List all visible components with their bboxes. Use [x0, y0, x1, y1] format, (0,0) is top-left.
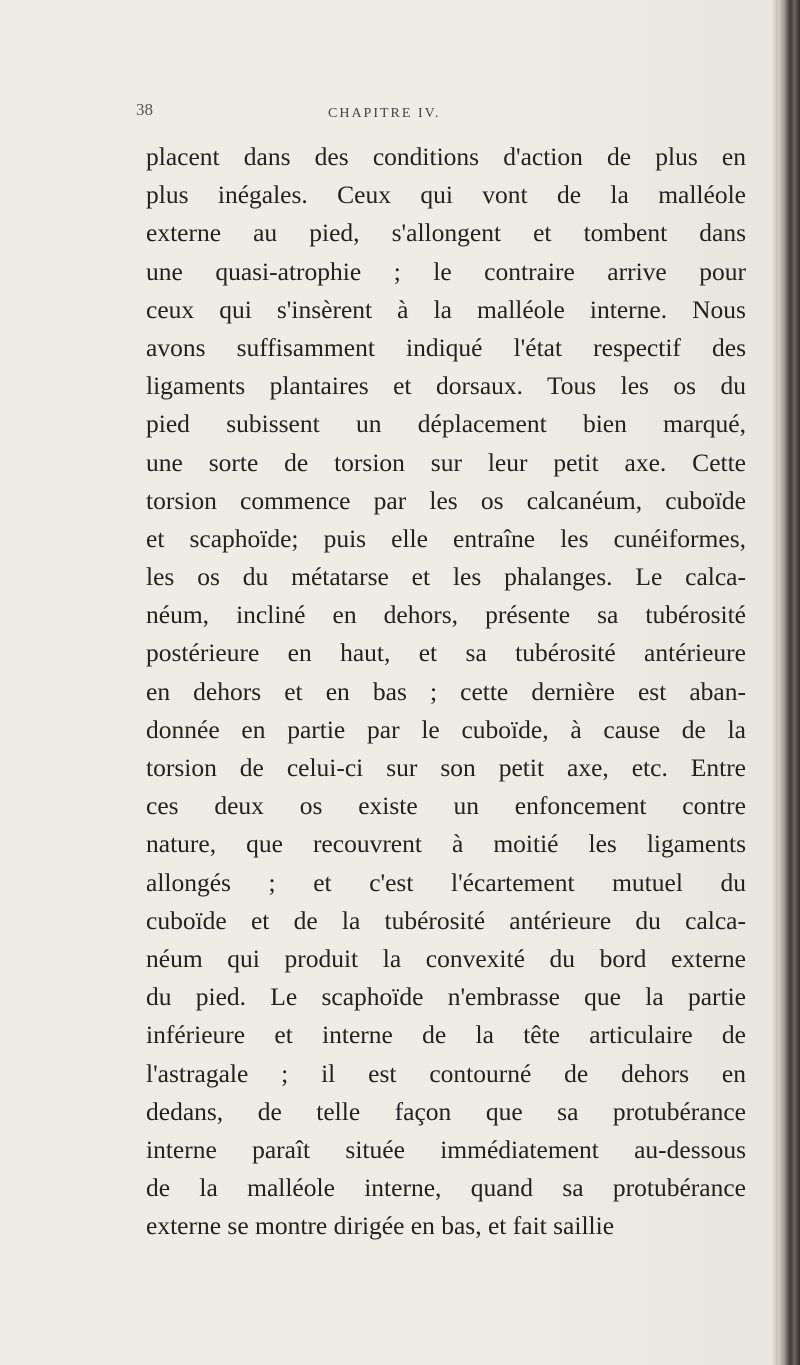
text-line: en dehors et en bas ; cette dernière est aban- — [146, 676, 746, 706]
text-line: ceux qui s'insèrent à la malléole interne. Nous — [146, 294, 746, 324]
text-line: de la malléole interne, quand sa protubérance — [146, 1173, 746, 1203]
text-line: inférieure et interne de la tête articulaire de — [146, 1020, 746, 1050]
text-line: postérieure en haut, et sa tubérosité antérieure — [146, 638, 746, 668]
text-line: allongés ; et c'est l'écartement mutuel du — [146, 867, 746, 897]
text-line: ligaments plantaires et dorsaux. Tous les os du — [146, 371, 746, 401]
text-line: interne paraît située immédiatement au-dessous — [146, 1134, 746, 1164]
text-line: donnée en partie par le cuboïde, à cause de la — [146, 714, 746, 744]
page-number: 38 — [136, 100, 153, 119]
text-line: placent dans des conditions d'action de plus en — [146, 142, 746, 171]
book-edge — [778, 0, 800, 1365]
chapter-title: CHAPITRE IV. — [328, 106, 441, 121]
text-line: du pied. Le scaphoïde n'embrasse que la partie — [146, 982, 746, 1012]
text-line: plus inégales. Ceux qui vont de la malléole — [146, 180, 746, 210]
text-line: torsion commence par les os calcanéum, cuboïde — [146, 485, 746, 515]
text-line: dedans, de telle façon que sa protubérance — [146, 1096, 746, 1126]
text-line: nature, que recouvrent à moitié les ligaments — [146, 829, 746, 859]
text-line: les os du métatarse et les phalanges. Le calca- — [146, 562, 746, 592]
text-line: externe au pied, s'allongent et tombent dans — [146, 218, 746, 248]
text-line: une quasi-atrophie ; le contraire arrive pour — [146, 256, 746, 286]
text-line: néum, incliné en dehors, présente sa tubérosité — [146, 600, 746, 630]
text-line: cuboïde et de la tubérosité antérieure du calca- — [146, 905, 746, 935]
text-line: ces deux os existe un enfoncement contre — [146, 791, 746, 821]
text-line: et scaphoïde; puis elle entraîne les cunéiformes, — [146, 523, 746, 553]
text-line: avons suffisamment indiqué l'état respectif des — [146, 332, 746, 362]
page-header — [136, 100, 736, 130]
text-line: néum qui produit la convexité du bord externe — [146, 943, 746, 973]
text-line: l'astragale ; il est contourné de dehors en — [146, 1058, 746, 1088]
text-line: torsion de celui-ci sur son petit axe, etc. Entre — [146, 753, 746, 782]
text-line: pied subissent un déplacement bien marqué, — [146, 409, 746, 439]
text-line: externe se montre dirigée en bas, et fait saillie — [146, 1211, 615, 1241]
body-text — [146, 138, 746, 1245]
text-line: une sorte de torsion sur leur petit axe. Cette — [146, 447, 746, 477]
